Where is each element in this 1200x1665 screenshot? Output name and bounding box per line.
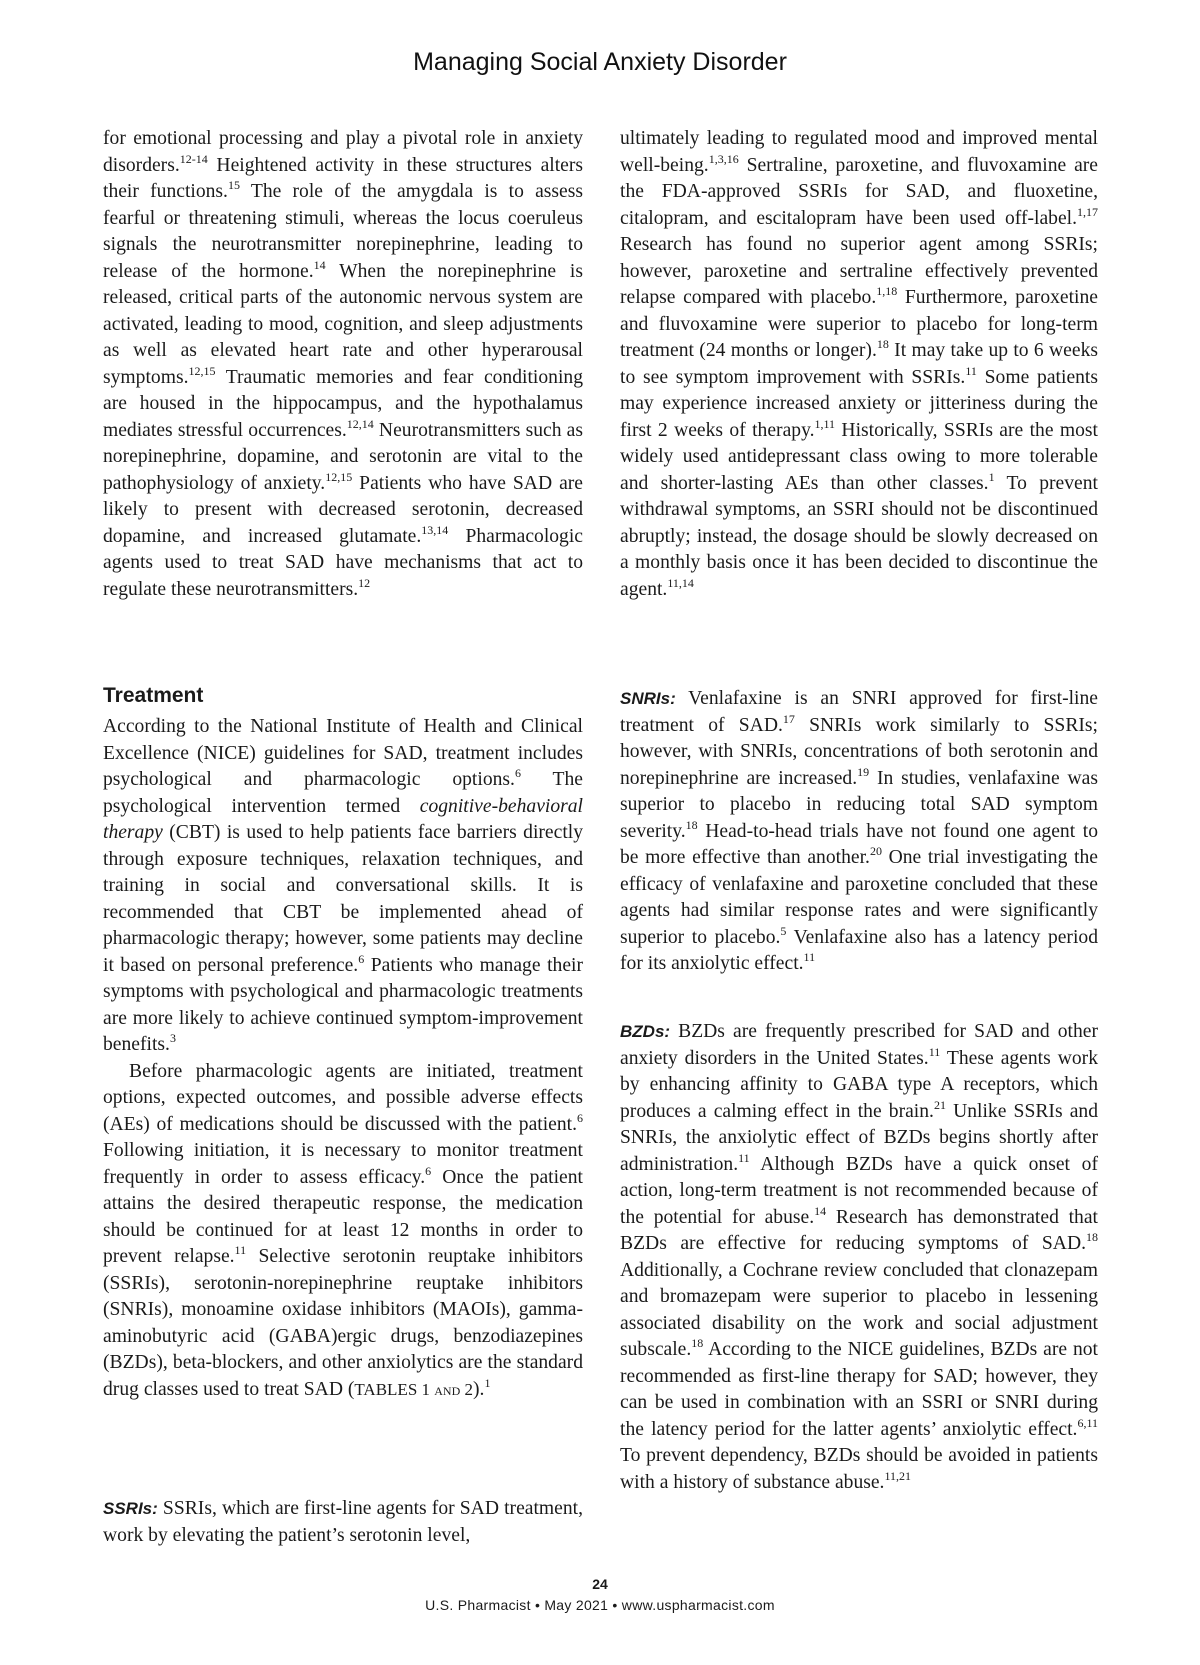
text-run: Some patients may experience increased anxiety or jitteriness during the first 2 weeks of therapy. [620,366,1099,441]
text-run: In studies, venlafaxine was superior to placebo in reducing total SAD symptom severity. [620,767,1098,842]
citation-superscript: 12,15 [325,469,353,484]
left-column-treatment [103,714,583,1403]
citation-superscript: 18 [876,337,889,351]
citation-superscript: 6 [425,1163,432,1178]
text-run: The role of the amygdala is to assess fearful or threatening stimuli, whereas the locus coeruleus signals the neurotransmitter norepinephrine, leading to release of the hormone. [103,181,584,282]
text-run: for emotional processing and play a pivotal role in anxiety disorders. [103,128,583,176]
bzds-section [620,1019,1098,1496]
citation-superscript: 1 [988,469,995,484]
citation-superscript: 6,11 [1077,1415,1098,1430]
citation-superscript: 12,15 [188,363,216,378]
citation-superscript: 1 [484,1375,491,1390]
citation-superscript: 6 [577,1110,583,1125]
text-run: Venlafaxine is an SNRI approved for first-line treatment of SAD. [620,688,1098,736]
text-run: Once the patient attains the desired therapeutic response, the medication should be continued for at least 12 months in order to prevent relapse. [103,1166,583,1267]
snris-section [620,686,1098,978]
citation-superscript: 21 [933,1097,946,1112]
text-run: Unlike SSRIs and SNRIs, the anxiolytic effect of BZDs begins shortly after administration. [620,1100,1099,1175]
text-run: SNRIs work similarly to SSRIs; however, with SNRIs, concentrations of both serotonin and norepinephrine are increased. [620,714,1098,789]
text-run: Although BZDs have a quick onset of action, long-term treatment is not recommended because of the potential for abuse. [620,1153,1098,1228]
page-number: 24 [592,1576,608,1592]
text-run: Research has demonstrated that BZDs are effective for reducing symptoms of SAD. [620,1206,1098,1254]
text-run: Venlafaxine also has a latency period for its anxiolytic effect. [620,926,1098,974]
body-paragraph [103,126,583,603]
citation-superscript: 11 [738,1150,750,1165]
citation-superscript: 14 [814,1203,827,1218]
body-paragraph [620,1019,1098,1496]
citation-superscript: 1,3,16 [708,151,739,166]
ssris-section [103,1496,583,1549]
body-paragraph [620,686,1098,978]
body-paragraph [103,714,583,1059]
citation-superscript: 12 [358,575,371,590]
citation-superscript: 15 [227,178,240,192]
text-run: These agents work by enhancing affinity to GABA type A receptors, which produces a calming effect in the brain. [620,1047,1099,1122]
text-run: Neurotransmitters such as norepinephrine, dopamine, and serotonin are vital to the pathophysiology of anxiety. [103,419,583,494]
text-run: Research has found no superior agent among SSRIs; however, paroxetine and sertraline effectively prevented relapse compared with placebo. [620,234,1098,308]
text-run: Following initiation, it is necessary to monitor treatment frequently in order to assess efficacy. [103,1140,583,1188]
citation-superscript: 5 [780,923,787,938]
citation-superscript: 18 [685,817,698,832]
citation-superscript: 3 [169,1031,176,1045]
subsection-lead-label: SSRIs: [103,1499,158,1518]
citation-superscript: 11 [234,1243,247,1257]
text-run: Additionally, a Cochrane review concluded that clonazepam and bromazepam were superior to placebo in lessening associated disability on the work and social adjustment subscale. [620,1259,1098,1360]
subsection-lead-label: SNRIs: [620,689,676,708]
left-column-top [103,126,583,603]
citation-superscript: 18 [1086,1230,1098,1244]
body-paragraph [620,126,1098,603]
citation-superscript: 11 [928,1044,941,1059]
body-paragraph [103,1059,583,1404]
text-run: ultimately leading to regulated mood and improved mental well-being. [620,128,1098,176]
subsection-lead-label: BZDs: [620,1022,671,1041]
citation-superscript: 18 [691,1336,704,1350]
running-header-title: Managing Social Anxiety Disorder [413,48,787,76]
text-run: It may take up to 6 weeks to see symptom improvement with SSRIs. [620,340,1098,388]
text-run: One trial investigating the efficacy of venlafaxine and paroxetine concluded that these agents had similar response rates and were significantly superior to placebo. [620,847,1098,948]
text-run: BZDs are frequently prescribed for SAD and other anxiety disorders in the United States. [620,1021,1098,1069]
text-run: Selective serotonin reuptake inhibitors (SSRIs), serotonin-norepinephrine reuptake inhibitors (SNRIs), monoamine oxidase inhibitors (MAOIs), gamma-aminobutyric acid (GABA)ergic drugs, benzodiazepines (BZDs), beta-blockers, and other anxiolytics are the standard drug classes used to treat SAD ( [103,1246,584,1400]
text-run: Head-to-head trials have not found one agent to be more effective than another. [620,820,1098,868]
citation-superscript: 20 [869,844,882,858]
citation-superscript: 1,11 [814,416,836,431]
text-run: Furthermore, paroxetine and fluvoxamine were superior to placebo for long-term treatment (24 months or longer). [620,287,1098,361]
text-run: SSRIs, which are first-line agents for SAD treatment, work by elevating the patient’s serotonin level, [103,1498,583,1546]
body-paragraph [103,1496,583,1549]
italic-term: cognitive-behavioral therapy [103,795,583,843]
citation-superscript: 12-14 [179,151,208,166]
citation-superscript: 1,17 [1077,204,1098,219]
text-run: According to the National Institute of Health and Clinical Excellence (NICE) guidelines for SAD, treatment includes psychological and pharmacologic options. [103,716,583,790]
section-heading-treatment: Treatment [103,684,204,707]
text-run: When the norepinephrine is released, critical parts of the autonomic nervous system are activated, leading to mood, cognition, and sleep adjustments as well as elevated heart rate and other hyperarousal symptoms. [103,260,583,388]
text-run: According to the NICE guidelines, BZDs are not recommended as first-line therapy for SAD; however, they can be used in combination with an SSRI or SNRI during the latency period for the latter agents’ anxiolytic effect. [620,1339,1098,1440]
text-run: Historically, SSRIs are the most widely used antidepressant class owing to more tolerable and shorter-lasting AEs than other classes. [620,419,1098,494]
text-run: Before pharmacologic agents are initiated, treatment options, expected outcomes, and possible adverse effects (AEs) of medications should be discussed with the patient. [103,1060,583,1135]
publication-footer: U.S. Pharmacist • May 2021 • www.uspharmacist.com [425,1597,775,1613]
right-column-top [620,126,1098,603]
text-run: (CBT) is used to help patients face barriers directly through exposure techniques, relaxation techniques, and training in social and conversational skills. It is recommended that CBT be implemented ahead of pharmacologic therapy; however, some patients may decline it based on personal preference. [103,822,583,976]
citation-superscript: 1,18 [876,284,898,298]
citation-superscript: 6 [514,766,521,780]
citation-superscript: 11 [803,950,816,964]
citation-superscript: 11,14 [667,575,694,590]
citation-superscript: 11 [965,363,977,378]
text-run: ). [473,1378,485,1400]
table-reference: TABLES 1 and 2 [354,1379,474,1399]
text-run: Heightened activity in these structures alters their functions. [103,154,583,202]
text-run: To prevent withdrawal symptoms, an SSRI should not be discontinued abruptly; instead, the dosage should be slowly decreased on a monthly basis once it has been decided to discontinue the agent. [620,472,1098,600]
text-run: Traumatic memories and fear conditioning are housed in the hippocampus, and the hypothalamus mediates stressful occurrences. [103,366,583,441]
text-run: To prevent dependency, BZDs should be avoided in patients with a history of substance abuse. [620,1445,1098,1493]
citation-superscript: 12,14 [346,416,374,431]
text-run: Patients who manage their symptoms with psychological and pharmacologic treatments are more likely to achieve continued symptom-improvement benefits. [103,954,583,1055]
citation-superscript: 11,21 [884,1468,912,1483]
citation-superscript: 6 [358,951,365,966]
text-run: Pharmacologic agents used to treat SAD have mechanisms that act to regulate these neurotransmitters. [103,525,583,600]
citation-superscript: 17 [782,711,795,726]
text-run: Patients who have SAD are likely to present with decreased serotonin, decreased dopamine, and increased glutamate. [103,472,583,547]
text-run: Sertraline, paroxetine, and fluvoxamine are the FDA-approved SSRIs for SAD, and fluoxetine, citalopram, and escitalopram have been used off-label. [620,154,1098,229]
citation-superscript: 13,14 [421,522,449,537]
citation-superscript: 19 [857,764,870,779]
citation-superscript: 14 [313,257,326,272]
text-run: The psychological intervention termed [103,769,583,817]
